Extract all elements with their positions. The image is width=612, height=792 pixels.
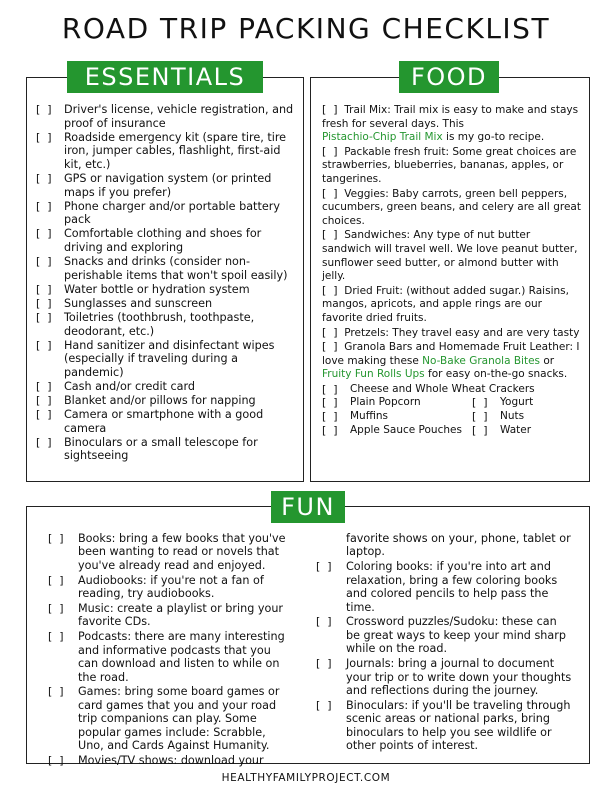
checkbox[interactable]: [ ]	[48, 685, 64, 699]
item-text: Veggies: Baby carrots, green bell peppers, cucumbers, green beans, and celery are all great choices.	[322, 187, 581, 227]
essentials-heading: ESSENTIALS	[67, 61, 263, 93]
food-item-popcorn[interactable]	[322, 396, 472, 410]
checkbox[interactable]: [ ]	[472, 410, 488, 424]
item-text: Water	[500, 423, 532, 436]
item-text: Roadside emergency kit (spare tire, tire iron, jumper cables, flashlight, first-aid kit, etc.)	[64, 130, 287, 171]
item-text: GPS or navigation system (or printed maps if you prefer)	[64, 171, 272, 199]
list-item[interactable]	[36, 436, 298, 463]
checkbox[interactable]: [ ]	[36, 435, 52, 449]
checkbox[interactable]: [ ]	[36, 199, 52, 213]
list-item[interactable]	[36, 131, 298, 172]
checkbox[interactable]: [ ]	[36, 408, 52, 422]
item-text: Sunglasses and sunscreen	[64, 296, 213, 310]
item-text: Binoculars: if you'll be traveling through scenic areas or national parks, bring binoculars to help you see wildlife or other points of interest.	[346, 698, 571, 753]
checkbox[interactable]: [ ]	[472, 396, 488, 410]
item-text: for easy on-the-go snacks.	[424, 368, 568, 381]
food-item-yogurt[interactable]	[472, 396, 533, 410]
checkbox[interactable]: [ ]	[36, 338, 52, 352]
item-text: Apple Sauce Pouches	[350, 423, 462, 436]
checkbox[interactable]: [ ]	[48, 532, 64, 545]
food-item-dried-fruit	[322, 284, 582, 326]
list-item[interactable]	[48, 574, 288, 601]
item-text: Coloring books: if you're into art and relaxation, bring a few coloring books and colored pencils to help pass the time.	[346, 560, 558, 614]
item-text: Blanket and/or pillows for napping	[64, 393, 256, 407]
list-item[interactable]	[36, 200, 298, 227]
item-text: Games: bring some board games or card games that you and your road trip companions can play. Some popular games include: Scrabble, Uno, and Cards Against Humanity.	[78, 685, 280, 753]
item-text: Books: bring a few books that you've been wanting to read or novels that you've already read and enjoyed.	[78, 532, 286, 572]
checkbox[interactable]: [ ]	[322, 396, 338, 410]
spacer	[316, 532, 346, 559]
item-text: Plain Popcorn	[350, 396, 421, 409]
list-item[interactable]	[36, 172, 298, 199]
checkbox[interactable]: [ ]	[316, 615, 332, 629]
list-item[interactable]	[316, 615, 572, 655]
item-text: Snacks and drinks (consider non-perishable items that won't spoil easily)	[64, 255, 288, 282]
item-text: Pretzels: They travel easy and are very tasty	[344, 326, 580, 339]
checkbox[interactable]: [ ]	[36, 379, 52, 393]
fun-list-right	[316, 532, 572, 754]
checkbox[interactable]: [ ]	[316, 657, 332, 671]
item-text: Water bottle or hydration system	[64, 282, 250, 296]
item-text: Music: create a playlist or bring your favorite CDs.	[78, 602, 284, 629]
list-item[interactable]	[36, 380, 298, 394]
checkbox[interactable]: [ ]	[36, 171, 52, 185]
list-item[interactable]	[36, 339, 298, 380]
checkbox[interactable]: [ ]	[36, 310, 52, 324]
item-text: Hand sanitizer and disinfectant wipes (especially if traveling during a pandemic)	[64, 338, 275, 379]
list-item[interactable]	[36, 297, 298, 311]
list-item[interactable]	[36, 227, 298, 254]
item-text: is my go-to recipe.	[442, 131, 545, 144]
item-text: Sandwiches: Any type of nut butter sandwich will travel well. We love peanut butter, sunflower seed butter, or almond butter with jelly.	[322, 229, 578, 283]
checkbox[interactable]: [ ]	[316, 560, 332, 574]
item-text: Audiobooks: if you're not a fan of reading, try audiobooks.	[78, 573, 264, 601]
list-item[interactable]	[316, 699, 572, 753]
item-text: Journals: bring a journal to document your trip or to write down your thoughts and reflections during the journey.	[346, 657, 572, 697]
item-text: Yogurt	[500, 396, 534, 409]
checkbox[interactable]: [ ]	[48, 630, 64, 644]
checkbox[interactable]: [ ]	[48, 754, 64, 767]
pistachio-trail-mix-link[interactable]: Pistachio-Chip Trail Mix	[322, 131, 443, 144]
fun-heading: FUN	[271, 491, 345, 523]
checkbox[interactable]: [ ]	[36, 227, 52, 241]
item-text: Driver's license, vehicle registration, and proof of insurance	[64, 103, 294, 130]
list-item[interactable]	[36, 311, 298, 338]
food-list	[322, 103, 582, 437]
essentials-list	[36, 103, 298, 463]
fun-list-left	[48, 532, 288, 769]
food-grid	[322, 383, 582, 437]
item-text: Packable fresh fruit: Some great choices are strawberries, blueberries, bananas, apples, or tangerines.	[322, 145, 577, 185]
checkbox[interactable]: [ ]	[316, 698, 332, 712]
checkbox[interactable]: [ ]	[36, 103, 52, 116]
food-item-fruit	[322, 145, 582, 187]
checkbox[interactable]: [ ]	[36, 282, 52, 296]
checkbox[interactable]: [ ]	[322, 410, 338, 424]
checkbox[interactable]: [ ]	[322, 340, 338, 354]
list-item[interactable]	[48, 532, 288, 572]
list-item[interactable]	[36, 394, 298, 408]
checkbox[interactable]: [ ]	[322, 423, 338, 437]
list-item[interactable]	[48, 602, 288, 629]
food-item-granola	[322, 340, 582, 382]
list-item[interactable]	[36, 283, 298, 297]
list-item[interactable]	[48, 685, 288, 752]
item-text: Podcasts: there are many interesting and informative podcasts that you can download and listen to while on the road.	[78, 630, 285, 684]
checkbox[interactable]: [ ]	[322, 144, 338, 158]
item-text: Phone charger and/or portable battery pack	[64, 199, 280, 227]
item-text: Muffins	[350, 410, 388, 423]
list-item[interactable]	[36, 103, 298, 130]
item-text: Comfortable clothing and shoes for driving and exploring	[64, 227, 262, 254]
checkbox[interactable]: [ ]	[36, 393, 52, 407]
list-item[interactable]	[48, 754, 288, 767]
footer-site[interactable]: HEALTHYFAMILYPROJECT.COM	[221, 772, 391, 784]
item-text: Dried Fruit: (without added sugar.) Raisins, mangos, apricots, and apple rings are our favorite dried fruits.	[322, 284, 569, 324]
item-text: Nuts	[500, 410, 525, 423]
checkbox[interactable]: [ ]	[322, 186, 338, 200]
checkbox[interactable]: [ ]	[322, 103, 338, 116]
food-grid-right	[472, 383, 533, 437]
item-text: Granola Bars and Homemade Fruit Leather: I love making these	[322, 341, 580, 367]
list-item[interactable]	[316, 657, 572, 697]
item-text: Trail Mix: Trail mix is easy to make and stays fresh for several days. This	[322, 104, 579, 130]
food-item-cheese[interactable]	[322, 382, 535, 397]
fruity-fun-roll-ups-link[interactable]: Fruity Fun Rolls Ups	[322, 368, 425, 381]
checkbox[interactable]: [ ]	[36, 255, 52, 269]
checkbox[interactable]: [ ]	[322, 283, 338, 297]
item-text: favorite shows on your, phone, tablet or laptop.	[346, 532, 571, 559]
checkbox[interactable]: [ ]	[36, 296, 52, 310]
item-text: Cash and/or credit card	[64, 379, 196, 393]
item-text: Camera or smartphone with a good camera	[64, 408, 264, 435]
checkbox[interactable]: [ ]	[48, 602, 64, 616]
food-item-veggies	[322, 187, 582, 229]
no-bake-granola-bites-link[interactable]: No-Bake Granola Bites	[422, 354, 541, 367]
item-text: Binoculars or a small telescope for sightseeing	[64, 435, 258, 463]
checkbox[interactable]: [ ]	[322, 228, 338, 242]
item-text: Movies/TV shows: download your	[78, 754, 264, 767]
item-text: Toiletries (toothbrush, toothpaste, deodorant, etc.)	[64, 310, 255, 338]
list-item[interactable]	[316, 560, 572, 614]
list-item-continued	[316, 532, 572, 559]
item-text: Cheese and Whole Wheat Crackers	[350, 382, 535, 395]
food-item-water[interactable]	[472, 424, 533, 438]
list-item[interactable]	[36, 255, 298, 282]
page-title: ROAD TRIP PACKING CHECKLIST	[61, 12, 551, 45]
list-item[interactable]	[36, 408, 298, 435]
food-item-nuts[interactable]	[472, 410, 533, 424]
checkbox[interactable]: [ ]	[48, 573, 64, 587]
item-text: Crossword puzzles/Sudoku: these can be great ways to keep your mind sharp while on the road.	[346, 615, 566, 656]
food-item-trail-mix	[322, 103, 582, 145]
checkbox[interactable]: [ ]	[322, 325, 338, 339]
food-item-muffins[interactable]	[322, 410, 472, 424]
checkbox[interactable]: [ ]	[36, 130, 52, 144]
item-text: or	[540, 354, 555, 367]
food-item-sandwiches	[322, 228, 582, 283]
food-item-pretzels	[322, 326, 582, 341]
list-item[interactable]	[48, 630, 288, 684]
food-item-applesauce[interactable]	[322, 424, 472, 438]
checkbox[interactable]: [ ]	[472, 423, 488, 437]
checkbox[interactable]: [ ]	[322, 382, 338, 396]
food-heading: FOOD	[399, 61, 499, 93]
